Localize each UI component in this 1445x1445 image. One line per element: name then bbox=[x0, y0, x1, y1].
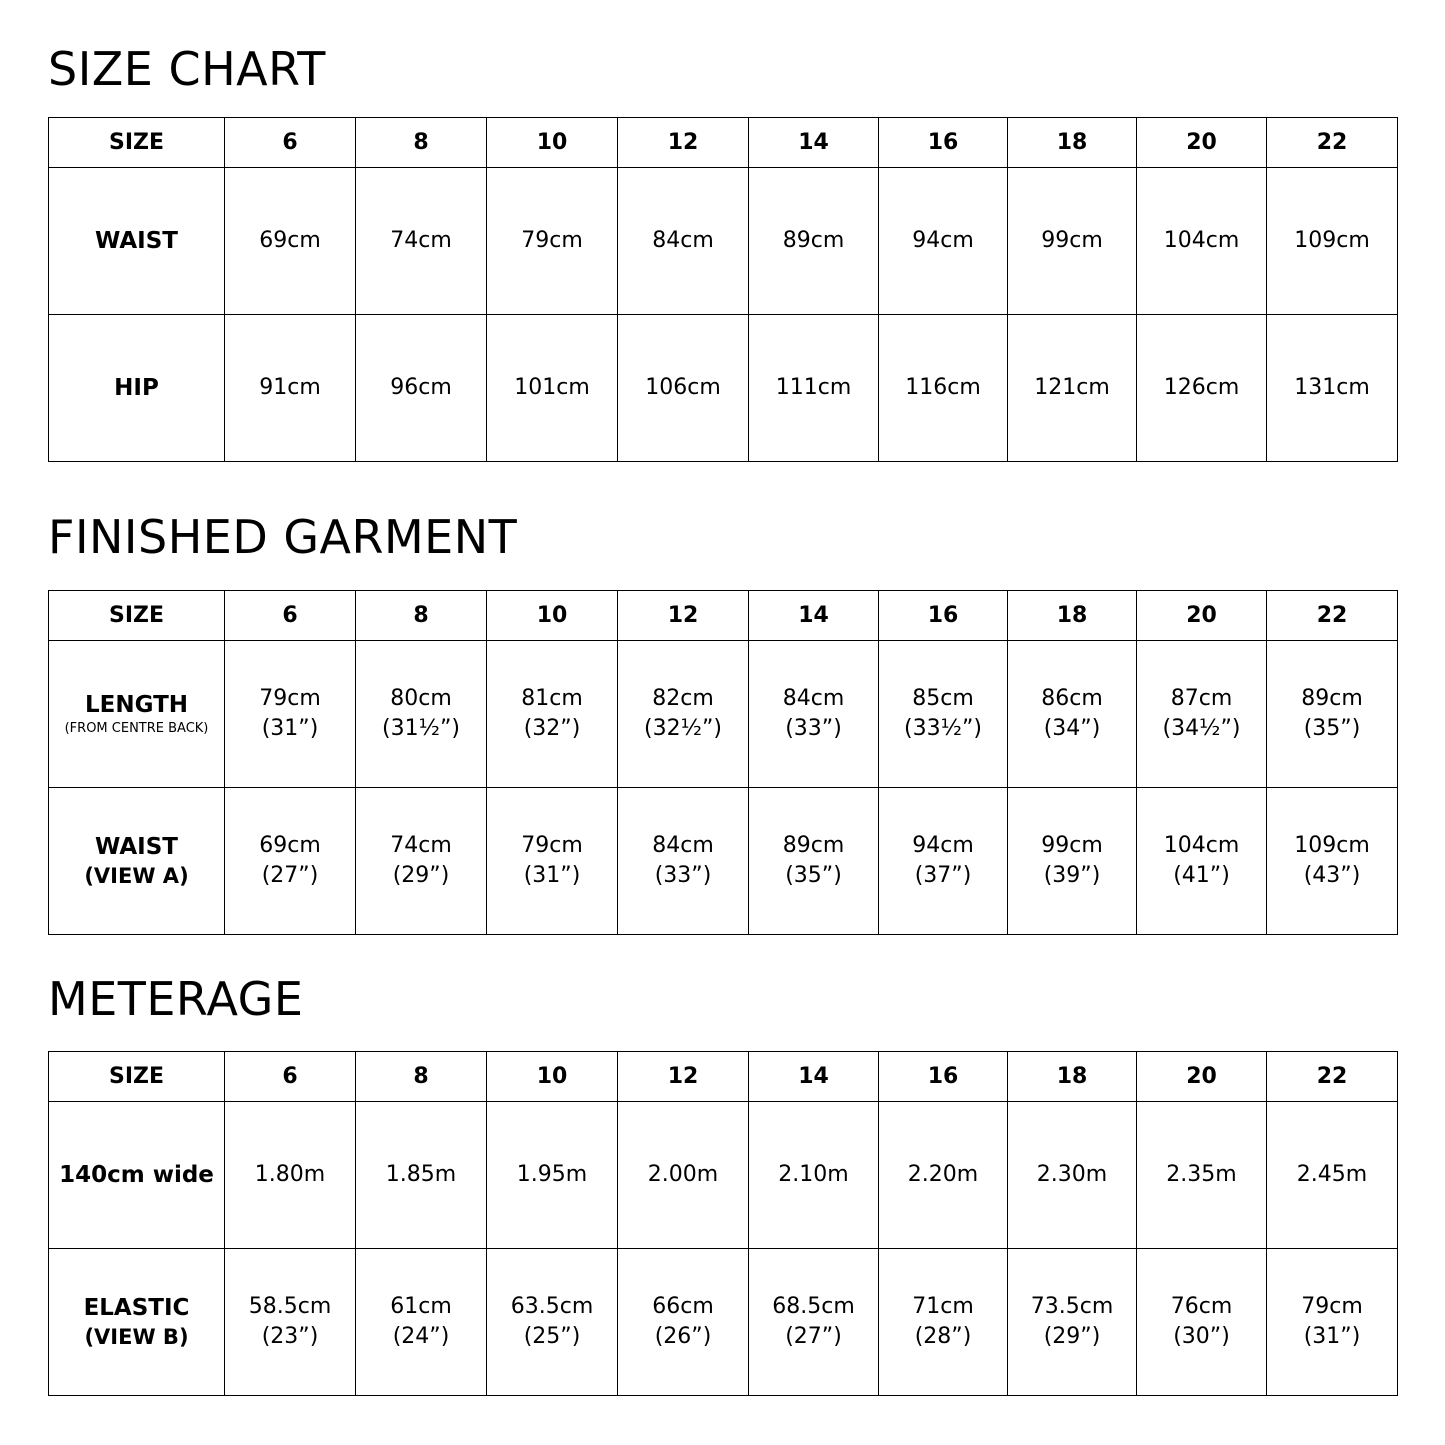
inch-value: (39”) bbox=[1043, 863, 1101, 888]
header-cell: 12 bbox=[618, 118, 749, 168]
header-cell: 22 bbox=[1267, 1052, 1398, 1102]
inch-value: (29”) bbox=[1043, 1324, 1101, 1349]
cm-value: 79cm bbox=[1301, 1294, 1363, 1319]
table-cell: 89cm bbox=[749, 168, 879, 315]
table-cell: 2.20m bbox=[879, 1102, 1008, 1249]
header-cell: SIZE bbox=[49, 1052, 225, 1102]
table-cell: 91cm bbox=[225, 315, 356, 462]
cm-value: 109cm bbox=[1294, 833, 1370, 858]
row-label-length bbox=[49, 641, 225, 788]
table-row bbox=[49, 788, 1398, 935]
table-cell: 106cm bbox=[618, 315, 749, 462]
table-row bbox=[49, 641, 1398, 788]
table-cell: 2.45m bbox=[1267, 1102, 1398, 1249]
header-cell: 8 bbox=[356, 591, 487, 641]
header-cell: SIZE bbox=[49, 591, 225, 641]
size-chart-title: SIZE CHART bbox=[48, 42, 326, 96]
header-cell: 22 bbox=[1267, 118, 1398, 168]
row-label-text: ELASTIC bbox=[83, 1295, 190, 1321]
table-row bbox=[49, 1249, 1398, 1396]
inch-value: (27”) bbox=[785, 1324, 842, 1349]
table-cell bbox=[1137, 641, 1267, 788]
inch-value: (26”) bbox=[654, 1324, 712, 1349]
row-label-hip: HIP bbox=[49, 315, 225, 462]
inch-value: (37”) bbox=[914, 863, 972, 888]
header-cell: 18 bbox=[1008, 1052, 1137, 1102]
table-cell: 69cm bbox=[225, 168, 356, 315]
row-label-note: (FROM CENTRE BACK) bbox=[64, 721, 209, 736]
header-cell: 6 bbox=[225, 1052, 356, 1102]
cm-value: 84cm bbox=[652, 833, 714, 858]
finished-garment-title: FINISHED GARMENT bbox=[48, 510, 518, 564]
inch-value: (29”) bbox=[392, 863, 450, 888]
table-cell bbox=[487, 641, 618, 788]
finished-garment-table bbox=[48, 590, 1398, 935]
table-cell: 109cm bbox=[1267, 168, 1398, 315]
inch-value: (28”) bbox=[914, 1324, 972, 1349]
inch-value: (31”) bbox=[1303, 1324, 1361, 1349]
size-chart-header-row bbox=[49, 118, 1398, 168]
table-cell bbox=[1008, 788, 1137, 935]
table-cell: 111cm bbox=[749, 315, 879, 462]
table-cell bbox=[225, 641, 356, 788]
table-cell: 131cm bbox=[1267, 315, 1398, 462]
table-row bbox=[49, 315, 1398, 462]
row-label-waist bbox=[49, 788, 225, 935]
header-cell: 16 bbox=[879, 1052, 1008, 1102]
inch-value: (27”) bbox=[261, 863, 319, 888]
row-label-text: LENGTH bbox=[84, 692, 189, 718]
table-cell: 84cm bbox=[618, 168, 749, 315]
header-cell: SIZE bbox=[49, 118, 225, 168]
inch-value: (33”) bbox=[654, 863, 712, 888]
inch-value: (23”) bbox=[261, 1324, 319, 1349]
table-row bbox=[49, 168, 1398, 315]
table-cell: 79cm bbox=[487, 168, 618, 315]
table-cell bbox=[618, 788, 749, 935]
table-cell bbox=[1267, 641, 1398, 788]
table-cell: 121cm bbox=[1008, 315, 1137, 462]
table-cell: 2.35m bbox=[1137, 1102, 1267, 1249]
cm-value: 71cm bbox=[912, 1294, 974, 1319]
table-cell bbox=[356, 641, 487, 788]
cm-value: 81cm bbox=[521, 686, 583, 711]
header-cell: 10 bbox=[487, 118, 618, 168]
header-cell: 8 bbox=[356, 1052, 487, 1102]
table-cell: 96cm bbox=[356, 315, 487, 462]
header-cell: 16 bbox=[879, 118, 1008, 168]
inch-value: (31”) bbox=[523, 863, 581, 888]
cm-value: 89cm bbox=[782, 833, 845, 858]
table-cell: 1.95m bbox=[487, 1102, 618, 1249]
header-cell: 18 bbox=[1008, 591, 1137, 641]
inch-value: (24”) bbox=[392, 1324, 450, 1349]
cm-value: 76cm bbox=[1170, 1294, 1233, 1319]
inch-value: (34½”) bbox=[1162, 716, 1241, 741]
inch-value: (41”) bbox=[1173, 863, 1230, 888]
cm-value: 82cm bbox=[652, 686, 714, 711]
table-cell: 116cm bbox=[879, 315, 1008, 462]
header-cell: 8 bbox=[356, 118, 487, 168]
table-row bbox=[49, 1102, 1398, 1249]
inch-value: (35”) bbox=[1303, 716, 1361, 741]
cm-value: 79cm bbox=[259, 686, 321, 711]
header-cell: 22 bbox=[1267, 591, 1398, 641]
cm-value: 104cm bbox=[1163, 833, 1240, 858]
cm-value: 89cm bbox=[1301, 686, 1363, 711]
cm-value: 69cm bbox=[259, 833, 321, 858]
table-cell bbox=[618, 1249, 749, 1396]
cm-value: 79cm bbox=[521, 833, 583, 858]
row-label-sub: (VIEW A) bbox=[84, 864, 189, 888]
size-chart-table bbox=[48, 117, 1398, 462]
row-label-fabric-width: 140cm wide bbox=[49, 1102, 225, 1249]
header-cell: 12 bbox=[618, 591, 749, 641]
table-cell: 1.85m bbox=[356, 1102, 487, 1249]
inch-value: (35”) bbox=[785, 863, 842, 888]
header-cell: 10 bbox=[487, 591, 618, 641]
table-cell: 104cm bbox=[1137, 168, 1267, 315]
row-label-text: WAIST bbox=[95, 834, 178, 860]
cm-value: 86cm bbox=[1041, 686, 1103, 711]
header-cell: 6 bbox=[225, 118, 356, 168]
table-cell bbox=[487, 1249, 618, 1396]
cm-value: 66cm bbox=[652, 1294, 714, 1319]
inch-value: (33”) bbox=[785, 716, 842, 741]
table-cell bbox=[1008, 1249, 1137, 1396]
header-cell: 6 bbox=[225, 591, 356, 641]
header-cell: 10 bbox=[487, 1052, 618, 1102]
table-cell: 2.10m bbox=[749, 1102, 879, 1249]
cm-value: 80cm bbox=[390, 686, 452, 711]
cm-value: 94cm bbox=[912, 833, 974, 858]
table-cell bbox=[1137, 788, 1267, 935]
table-cell bbox=[879, 1249, 1008, 1396]
cm-value: 68.5cm bbox=[772, 1294, 855, 1319]
cm-value: 87cm bbox=[1170, 686, 1233, 711]
table-cell bbox=[879, 788, 1008, 935]
header-cell: 14 bbox=[749, 591, 879, 641]
inch-value: (31½”) bbox=[382, 716, 460, 741]
header-cell: 18 bbox=[1008, 118, 1137, 168]
meterage-header-row bbox=[49, 1052, 1398, 1102]
table-cell bbox=[487, 788, 618, 935]
row-label-elastic bbox=[49, 1249, 225, 1396]
inch-value: (33½”) bbox=[904, 716, 982, 741]
row-label-waist: WAIST bbox=[49, 168, 225, 315]
table-cell bbox=[749, 788, 879, 935]
inch-value: (31”) bbox=[261, 716, 319, 741]
table-cell bbox=[356, 1249, 487, 1396]
inch-value: (32”) bbox=[523, 716, 581, 741]
meterage-title: METERAGE bbox=[48, 972, 304, 1026]
cm-value: 74cm bbox=[390, 833, 452, 858]
table-cell bbox=[1008, 641, 1137, 788]
table-cell bbox=[1267, 1249, 1398, 1396]
table-cell bbox=[356, 788, 487, 935]
table-cell bbox=[618, 641, 749, 788]
header-cell: 20 bbox=[1137, 1052, 1267, 1102]
table-cell: 99cm bbox=[1008, 168, 1137, 315]
table-cell: 2.30m bbox=[1008, 1102, 1137, 1249]
row-label-sub: (VIEW B) bbox=[84, 1325, 189, 1349]
table-cell bbox=[1137, 1249, 1267, 1396]
table-cell: 126cm bbox=[1137, 315, 1267, 462]
cm-value: 73.5cm bbox=[1030, 1294, 1114, 1319]
table-cell bbox=[225, 788, 356, 935]
cm-value: 99cm bbox=[1041, 833, 1103, 858]
table-cell bbox=[225, 1249, 356, 1396]
table-cell: 94cm bbox=[879, 168, 1008, 315]
meterage-table bbox=[48, 1051, 1398, 1396]
inch-value: (34”) bbox=[1043, 716, 1101, 741]
inch-value: (30”) bbox=[1173, 1324, 1230, 1349]
cm-value: 85cm bbox=[912, 686, 974, 711]
table-cell: 1.80m bbox=[225, 1102, 356, 1249]
finished-garment-header-row bbox=[49, 591, 1398, 641]
header-cell: 16 bbox=[879, 591, 1008, 641]
inch-value: (43”) bbox=[1303, 863, 1361, 888]
table-cell bbox=[879, 641, 1008, 788]
table-cell bbox=[1267, 788, 1398, 935]
cm-value: 63.5cm bbox=[510, 1294, 594, 1319]
inch-value: (25”) bbox=[523, 1324, 581, 1349]
header-cell: 14 bbox=[749, 118, 879, 168]
header-cell: 20 bbox=[1137, 118, 1267, 168]
cm-value: 84cm bbox=[782, 686, 845, 711]
header-cell: 14 bbox=[749, 1052, 879, 1102]
table-cell: 74cm bbox=[356, 168, 487, 315]
inch-value: (32½”) bbox=[644, 716, 722, 741]
cm-value: 58.5cm bbox=[248, 1294, 332, 1319]
table-cell: 2.00m bbox=[618, 1102, 749, 1249]
table-cell bbox=[749, 641, 879, 788]
table-cell bbox=[749, 1249, 879, 1396]
cm-value: 61cm bbox=[390, 1294, 452, 1319]
table-cell: 101cm bbox=[487, 315, 618, 462]
header-cell: 20 bbox=[1137, 591, 1267, 641]
header-cell: 12 bbox=[618, 1052, 749, 1102]
